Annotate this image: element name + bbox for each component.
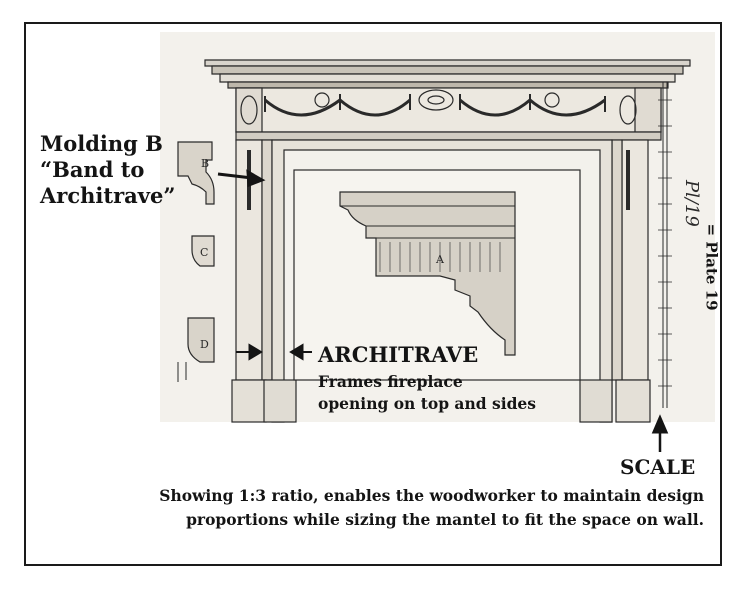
letter-b: B <box>201 157 210 170</box>
scale-arrowhead <box>654 418 666 432</box>
letter-c: C <box>200 246 209 259</box>
molding-b-label: Molding B “Band to Architrave” <box>40 131 176 208</box>
letter-d: D <box>200 338 209 351</box>
scale-description: Showing 1:3 ratio, enables the woodworker to maintain design proportions while sizing the mantel to fit the space on wall. <box>159 486 704 529</box>
scale-title: SCALE <box>620 455 696 479</box>
profile-b <box>178 142 214 204</box>
right-pilaster <box>612 140 650 422</box>
cornice <box>205 60 690 88</box>
architrave-title: ARCHITRAVE <box>318 342 479 367</box>
plate-script-label: Pl/19 <box>681 180 702 227</box>
architrave-description: Frames fireplace opening on top and sides <box>318 372 537 413</box>
plate-label: = Plate 19 <box>702 223 721 311</box>
frieze <box>236 88 661 132</box>
letter-a: A <box>436 253 444 266</box>
